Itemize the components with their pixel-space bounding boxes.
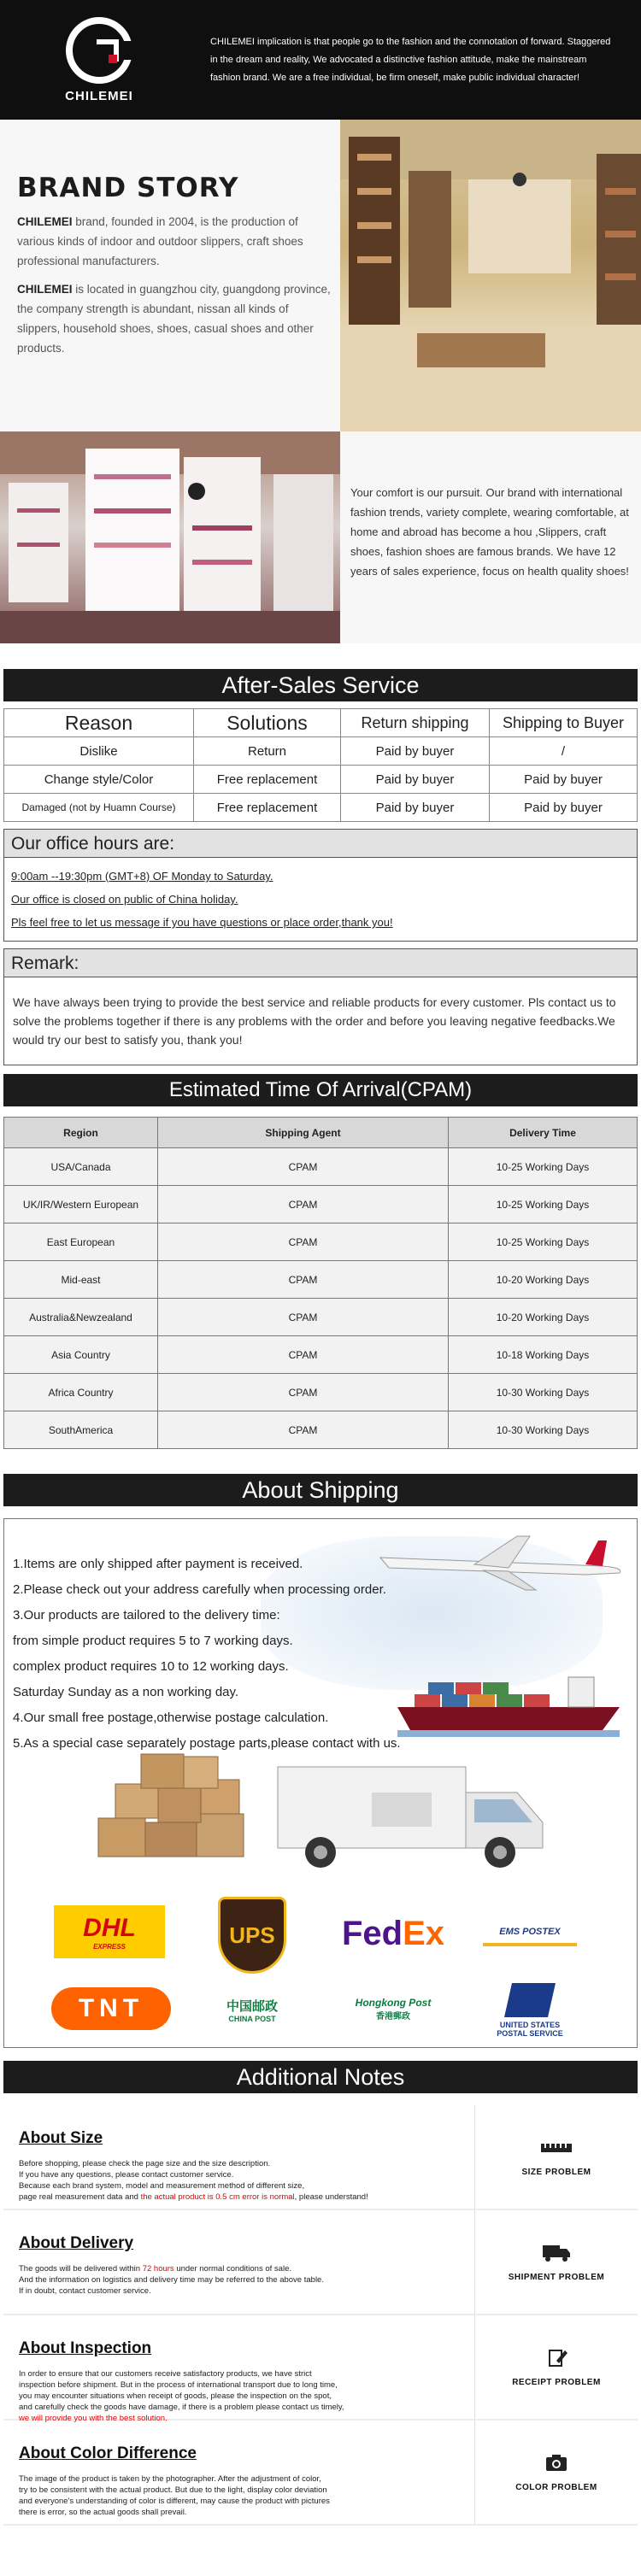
- note-size: [3, 2105, 638, 2210]
- table-cell: 10-25 Working Days: [449, 1186, 638, 1223]
- cargo-ship-icon: [397, 1669, 620, 1737]
- column-header: Shipping Agent: [158, 1118, 449, 1148]
- table-cell: Dislike: [4, 737, 194, 766]
- table-cell: 10-25 Working Days: [449, 1223, 638, 1261]
- table-cell: CPAM: [158, 1336, 449, 1374]
- parcel-boxes-icon: [90, 1750, 286, 1869]
- remark-box: [3, 948, 638, 1065]
- table-cell: CPAM: [158, 1261, 449, 1299]
- table-cell: Asia Country: [4, 1336, 158, 1374]
- note-label: SHIPMENT PROBLEM: [508, 2273, 605, 2282]
- table-cell: Paid by buyer: [341, 737, 490, 766]
- column-header: Delivery Time: [449, 1118, 638, 1148]
- brand-pursuit-text: Your comfort is our pursuit. Our brand with international fashion trends, variety complete, wearing comfortable, at home and abroad has become a hou ,Slippers, craft shoes, fashion shoes are famous brands. We have 12 years of sales experience, focus on health quality shoes!: [340, 431, 641, 643]
- table-cell: 10-20 Working Days: [449, 1261, 638, 1299]
- table-cell: 10-20 Working Days: [449, 1299, 638, 1336]
- ruler-icon: [541, 2137, 572, 2157]
- note-title: About Size: [19, 2129, 103, 2147]
- shipping-rule: complex product requires 10 to 12 working days.: [13, 1659, 289, 1674]
- shipping-section: [0, 1474, 641, 2048]
- column-header: Solutions: [194, 709, 341, 737]
- after-sales-title: After-Sales Service: [3, 669, 638, 701]
- ups-logo: UPS: [218, 1897, 286, 1974]
- table-cell: /: [490, 737, 638, 766]
- table-cell: Mid-east: [4, 1261, 158, 1299]
- logo-mark-icon: [66, 17, 132, 84]
- table-cell: Change style/Color: [4, 766, 194, 794]
- note-label: RECEIPT PROBLEM: [512, 2378, 601, 2387]
- table-cell: 10-30 Working Days: [449, 1411, 638, 1449]
- table-row: [4, 1148, 638, 1186]
- office-holiday-line: Our office is closed on public of China holiday.: [11, 893, 238, 906]
- remark-text: We have always been trying to provide the best service and reliable products for every customer. Pls contact us to solve the problems together if there is any problems with the order and before you leaving negative feedbacks.We would try our best to satisfy you, thank you!: [13, 995, 616, 1047]
- hongkong-post-logo: Hongkong Post 香港郵政: [355, 1996, 432, 2021]
- airplane-icon: [372, 1532, 628, 1592]
- table-cell: USA/Canada: [4, 1148, 158, 1186]
- camera-icon: [541, 2452, 572, 2473]
- shipping-rule: 3.Our products are tailored to the delivery time:: [13, 1608, 280, 1622]
- table-header-row: [4, 1118, 638, 1148]
- shipping-rule: 4.Our small free postage,otherwise postage calculation.: [13, 1710, 329, 1725]
- store-display-photo: [0, 431, 340, 643]
- table-cell: CPAM: [158, 1148, 449, 1186]
- after-sales-table: [3, 708, 638, 822]
- table-cell: UK/IR/Western European: [4, 1186, 158, 1223]
- dhl-logo: DHL EXPRESS: [54, 1905, 165, 1958]
- logo-text: CHILEMEI: [65, 88, 133, 103]
- column-header: Return shipping: [341, 709, 490, 737]
- fedex-logo: Fed Ex: [341, 1914, 445, 1952]
- table-cell: Free replacement: [194, 794, 341, 822]
- office-contact-line: Pls feel free to let us message if you have questions or place order,thank you!: [11, 916, 393, 929]
- table-cell: SouthAmerica: [4, 1411, 158, 1449]
- table-row: [4, 1299, 638, 1336]
- table-cell: 10-30 Working Days: [449, 1374, 638, 1411]
- table-cell: CPAM: [158, 1223, 449, 1261]
- table-row: [4, 1186, 638, 1223]
- remark-title: Remark:: [4, 949, 637, 977]
- column-header: Reason: [4, 709, 194, 737]
- brand-story-paragraph-1: CHILEMEI brand, founded in 2004, is the production of various kinds of indoor and outdoor slippers, craft shoes professional manufacturers.: [17, 215, 303, 267]
- note-text: In order to ensure that our customers receive satisfactory products, we have strict inspection before shipment. But in the process of international transport due to long time, you may encounter situations when receipt of goods, please the inspection on the spot, and carefully check the goods have damage, if there is a problem please contact us timely, we will provide you with the best solution.: [19, 2369, 344, 2423]
- table-cell: Paid by buyer: [490, 766, 638, 794]
- note-delivery: [3, 2210, 638, 2315]
- table-cell: Damaged (not by Huamn Course): [4, 794, 194, 822]
- table-row: [4, 794, 638, 822]
- table-cell: 10-25 Working Days: [449, 1148, 638, 1186]
- table-row: [4, 1374, 638, 1411]
- table-cell: Paid by buyer: [490, 794, 638, 822]
- note-label: COLOR PROBLEM: [515, 2483, 597, 2492]
- note-title: About Color Difference: [19, 2444, 197, 2462]
- table-cell: Paid by buyer: [341, 766, 490, 794]
- delivery-truck-icon: [261, 1758, 551, 1878]
- note-color: [3, 2421, 638, 2526]
- shipping-rule: 2.Please check out your address carefully when processing order.: [13, 1582, 386, 1597]
- eta-title: Estimated Time Of Arrival(CPAM): [3, 1074, 638, 1106]
- shipping-rule: 5.As a special case separately postage parts,please contact with us.: [13, 1736, 401, 1751]
- table-cell: 10-18 Working Days: [449, 1336, 638, 1374]
- shipping-rule: Saturday Sunday as a non working day.: [13, 1685, 239, 1699]
- table-cell: CPAM: [158, 1411, 449, 1449]
- eta-section: [0, 1074, 641, 1449]
- eta-table: [3, 1117, 638, 1449]
- table-row: [4, 766, 638, 794]
- china-post-logo: 中国邮政 CHINA POST: [226, 1998, 278, 2023]
- usps-logo: UNITED STATES POSTAL SERVICE: [483, 1976, 577, 2045]
- note-text: The image of the product is taken by the photographer. After the adjustment of color, try to be consistent with the actual product. But due to the light, display color deviation and everyone's understanding of color is different, may cause the product with pictures there is error, so the actual goods shall prevail.: [19, 2474, 330, 2517]
- brand-tagline: CHILEMEI implication is that people go to the fashion and the connotation of forward. Staggered in the dream and reality, We advocated a distinctive fashion attitude, make the mainstream fashion brand. We are a free individual, be firm oneself, make public individual character!: [210, 36, 611, 83]
- note-text: Before shopping, please check the page size and the size description. If you have any questions, please contact customer service. Because each brand system, model and measurement method of different size, page real measurement data and the actual product is 0.5 cm error is normal, please understand!: [19, 2159, 368, 2202]
- ems-logo: EMS POSTEX: [483, 1921, 577, 1946]
- table-cell: Paid by buyer: [341, 794, 490, 822]
- table-cell: East European: [4, 1223, 158, 1261]
- additional-notes-section: [0, 2061, 641, 2526]
- table-cell: CPAM: [158, 1374, 449, 1411]
- truck-icon: [541, 2242, 572, 2262]
- shipping-rule: 1.Items are only shipped after payment is received.: [13, 1557, 303, 1571]
- office-hours-line: 9:00am --19:30pm (GMT+8) OF Monday to Saturday.: [11, 870, 273, 883]
- note-label: SIZE PROBLEM: [521, 2168, 591, 2177]
- table-cell: Free replacement: [194, 766, 341, 794]
- note-text: The goods will be delivered within 72 hours under normal conditions of sale. And the information on logistics and delivery time may be referred to the above table. If in doubt, contact customer service.: [19, 2264, 324, 2296]
- brand-story-panel: [0, 120, 340, 431]
- shipping-rules-list: [13, 1552, 401, 1757]
- shipping-rule: from simple product requires 5 to 7 working days.: [13, 1634, 293, 1648]
- table-row: [4, 1336, 638, 1374]
- brand-logo: [14, 17, 185, 103]
- table-row: [4, 1411, 638, 1449]
- brand-header: [0, 0, 641, 120]
- shipping-info-box: [3, 1518, 638, 2048]
- additional-notes-title: Additional Notes: [3, 2061, 638, 2093]
- table-header-row: [4, 709, 638, 737]
- note-title: About Inspection: [19, 2339, 152, 2357]
- edit-icon: [541, 2347, 572, 2368]
- office-hours-box: [3, 829, 638, 942]
- office-hours-title: Our office hours are:: [4, 830, 637, 858]
- table-row: [4, 1261, 638, 1299]
- tnt-logo: TNT: [51, 1987, 171, 2030]
- brand-story-title: BRAND STORY: [17, 173, 239, 203]
- store-interior-photo: [340, 120, 641, 431]
- column-header: Region: [4, 1118, 158, 1148]
- table-cell: Australia&Newzealand: [4, 1299, 158, 1336]
- note-inspection: [3, 2315, 638, 2421]
- table-cell: Return: [194, 737, 341, 766]
- column-header: Shipping to Buyer: [490, 709, 638, 737]
- table-cell: Africa Country: [4, 1374, 158, 1411]
- shipping-title: About Shipping: [3, 1474, 638, 1506]
- brand-story-paragraph-2: CHILEMEI is located in guangzhou city, guangdong province, the company strength is abundant, nissan all kinds of slippers, household shoes, shoes, casual shoes and other products.: [17, 283, 331, 355]
- table-row: [4, 737, 638, 766]
- table-row: [4, 1223, 638, 1261]
- table-cell: CPAM: [158, 1186, 449, 1223]
- note-title: About Delivery: [19, 2234, 134, 2252]
- after-sales-section: [0, 669, 641, 1065]
- table-cell: CPAM: [158, 1299, 449, 1336]
